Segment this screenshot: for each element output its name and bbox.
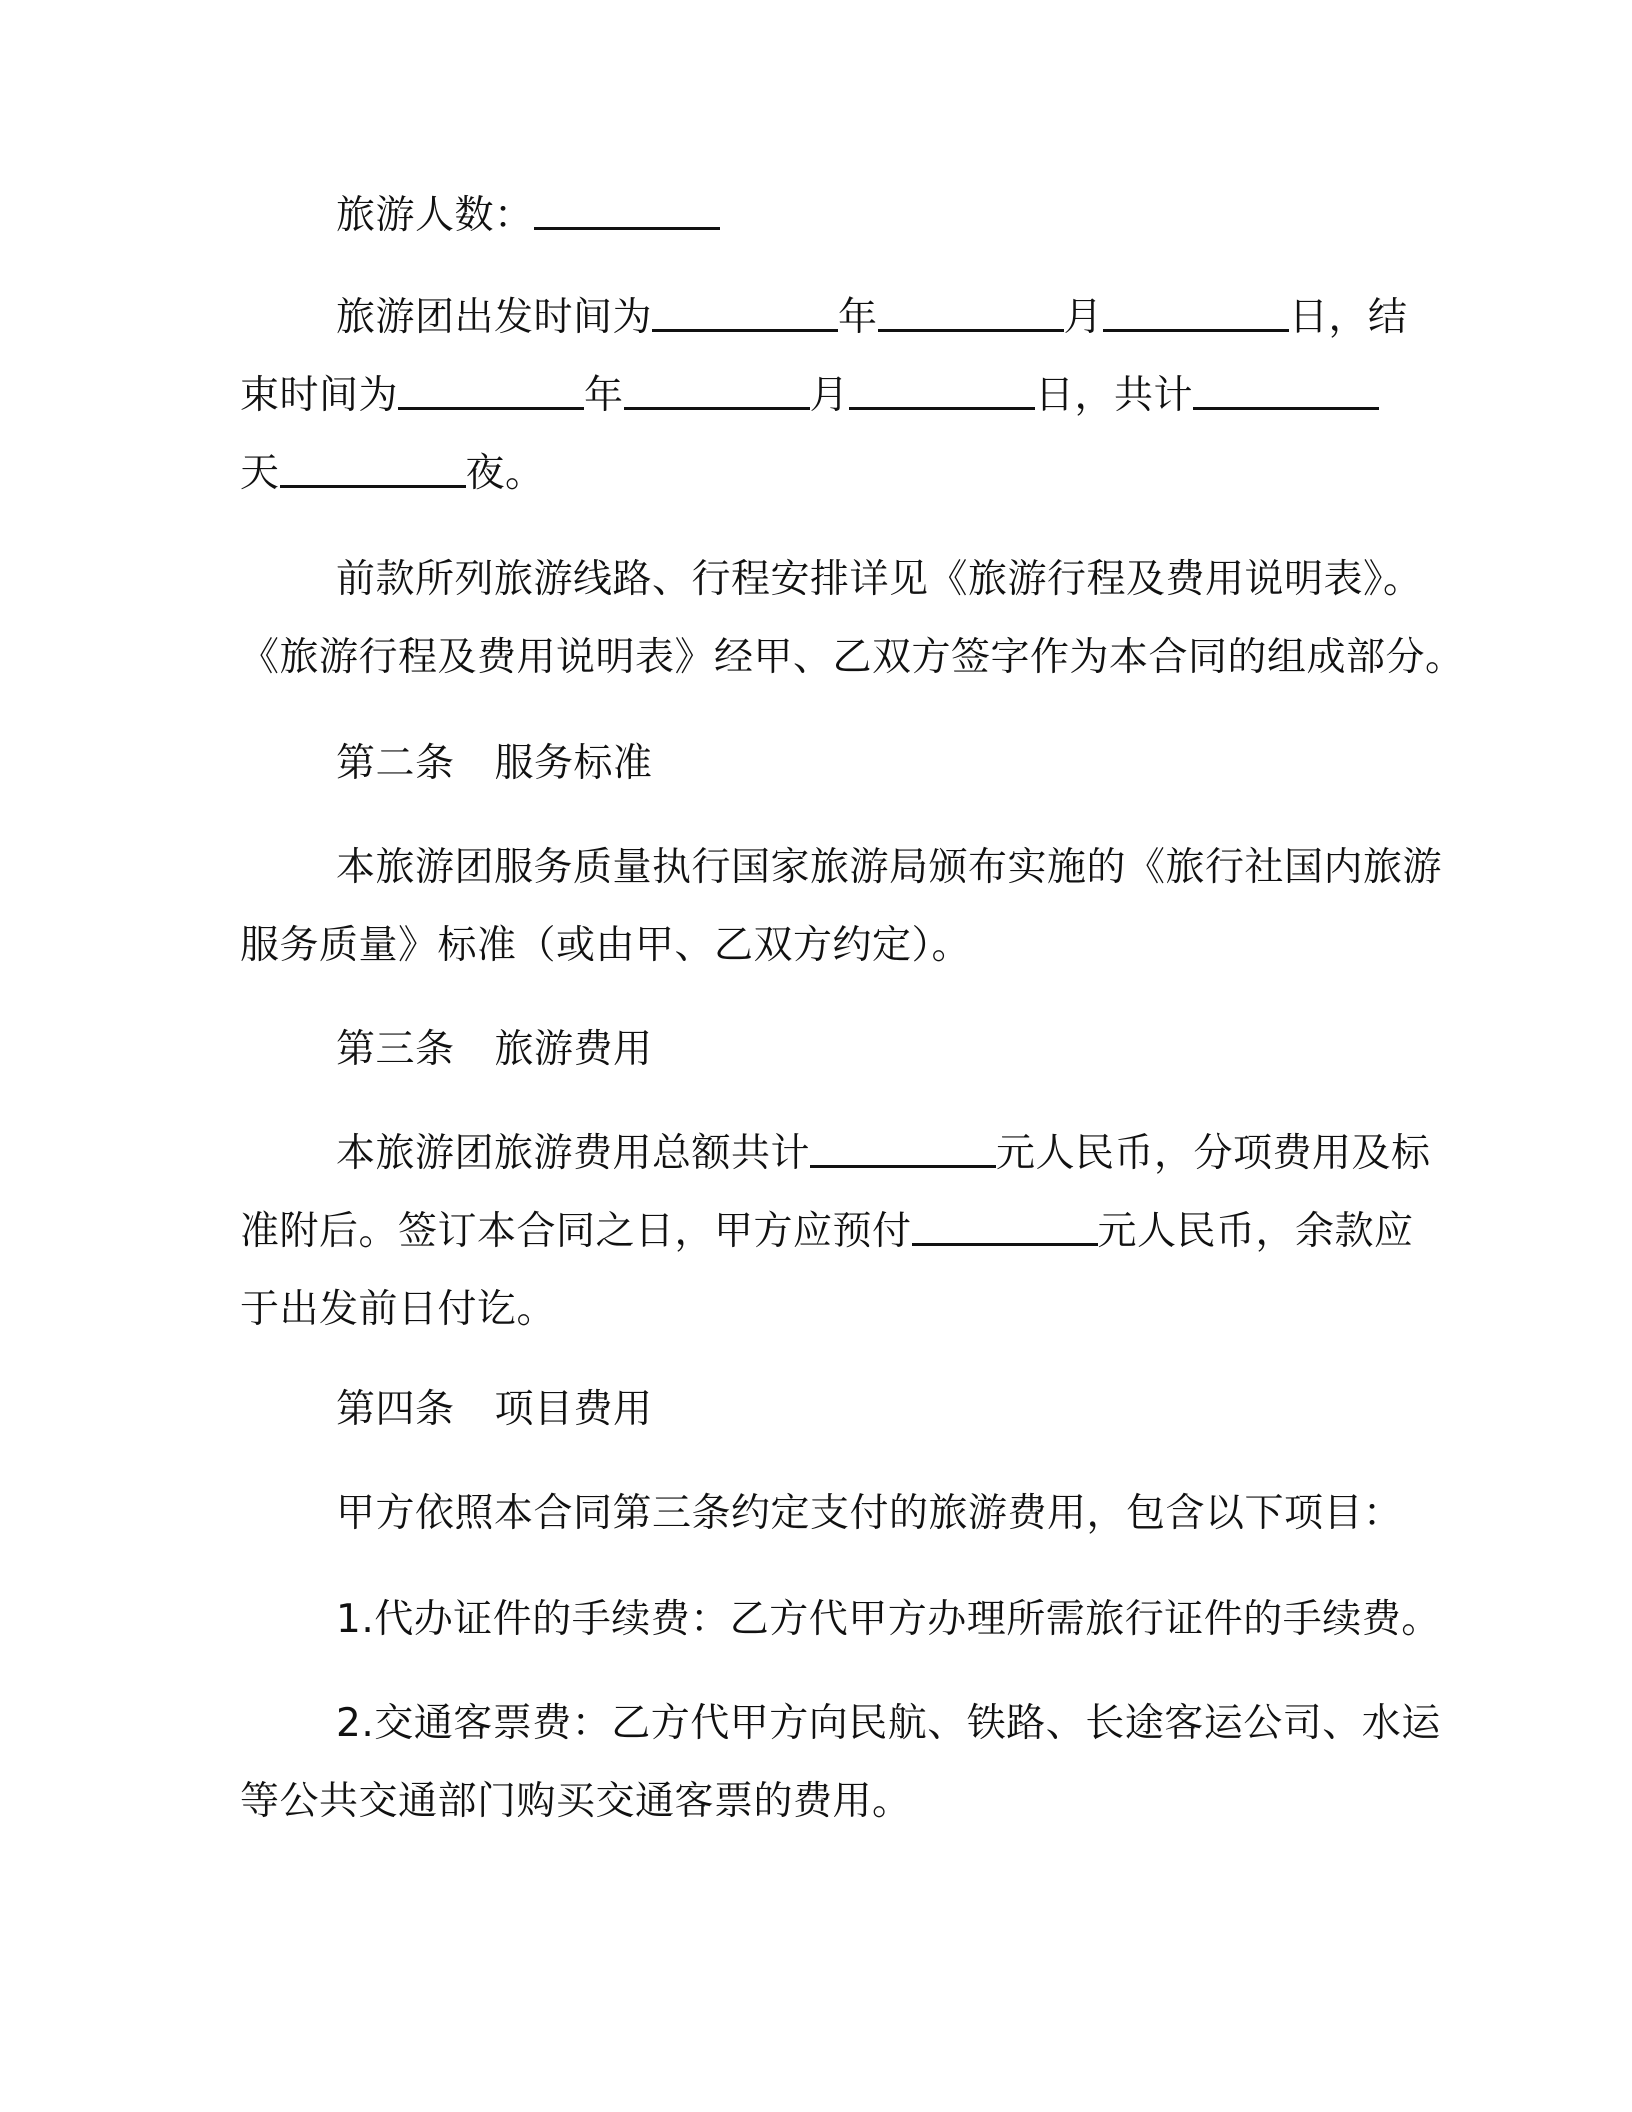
days-label: 天 bbox=[240, 451, 280, 496]
schedule-line-2 bbox=[240, 372, 1390, 420]
article-3-number: 第三条 bbox=[336, 1027, 455, 1072]
start-year-blank[interactable] bbox=[652, 295, 838, 332]
end-day-blank[interactable] bbox=[849, 373, 1035, 410]
tourist-count-label: 旅游人数： bbox=[336, 193, 534, 238]
article-2-number: 第二条 bbox=[336, 741, 455, 786]
month-label: 月 bbox=[809, 373, 850, 418]
article-4-intro: 甲方依照本合同第三条约定支付的旅游费用，包含以下项目： bbox=[336, 1491, 1403, 1536]
start-time-label: 旅游团出发时间为 bbox=[336, 295, 653, 340]
prepay-label: 准附后。签订本合同之日，甲方应预付 bbox=[240, 1209, 912, 1254]
year-label: 年 bbox=[838, 295, 878, 340]
article-2-title: 服务标准 bbox=[494, 741, 653, 786]
month-label: 月 bbox=[1063, 295, 1104, 340]
total-fee-suffix: 元人民币，分项费用及标 bbox=[996, 1131, 1431, 1176]
article-2-line-2: 服务质量》标准（或由甲、乙双方约定）。 bbox=[240, 923, 972, 968]
article-3-line-2 bbox=[240, 1208, 1414, 1256]
day-label: 日，结 bbox=[1289, 295, 1408, 340]
end-month-blank[interactable] bbox=[624, 373, 810, 410]
total-fee-label: 本旅游团旅游费用总额共计 bbox=[336, 1131, 811, 1176]
article-4-item-1: 1.代办证件的手续费：乙方代甲方办理所需旅行证件的手续费。 bbox=[336, 1597, 1441, 1642]
article-4-number: 第四条 bbox=[336, 1387, 455, 1432]
prepay-suffix: 元人民币，余款应 bbox=[1097, 1209, 1414, 1254]
prepay-blank[interactable] bbox=[912, 1209, 1098, 1246]
itinerary-line-1: 前款所列旅游线路、行程安排详见《旅游行程及费用说明表》。 bbox=[336, 557, 1423, 602]
article-4-item-2-line-1: 2.交通客票费：乙方代甲方向民航、铁路、长途客运公司、水运 bbox=[336, 1701, 1441, 1746]
total-fee-blank[interactable] bbox=[810, 1131, 996, 1168]
start-month-blank[interactable] bbox=[878, 295, 1064, 332]
article-3-line-1 bbox=[336, 1130, 1486, 1178]
nights-blank[interactable] bbox=[280, 451, 466, 488]
article-3-heading bbox=[336, 1026, 1486, 1074]
schedule-line-1 bbox=[336, 294, 1486, 342]
year-label: 年 bbox=[584, 373, 624, 418]
itinerary-line-2: 《旅游行程及费用说明表》经甲、乙双方签字作为本合同的组成部分。 bbox=[240, 635, 1465, 680]
article-4-item-2-line-2: 等公共交通部门购买交通客票的费用。 bbox=[240, 1779, 912, 1824]
article-3-line-3: 于出发前日付讫。 bbox=[240, 1287, 557, 1332]
article-2-line-1: 本旅游团服务质量执行国家旅游局颁布实施的《旅行社国内旅游 bbox=[336, 845, 1443, 890]
schedule-line-3 bbox=[240, 450, 1390, 498]
total-label: 日，共计 bbox=[1035, 373, 1194, 418]
article-4-title: 项目费用 bbox=[494, 1387, 653, 1432]
end-year-blank[interactable] bbox=[398, 373, 584, 410]
end-time-label: 束时间为 bbox=[240, 373, 399, 418]
total-days-blank[interactable] bbox=[1193, 373, 1379, 410]
nights-label: 夜。 bbox=[465, 451, 545, 496]
tourist-count-blank[interactable] bbox=[534, 193, 720, 230]
start-day-blank[interactable] bbox=[1103, 295, 1289, 332]
article-4-heading bbox=[336, 1386, 1486, 1434]
article-2-heading bbox=[336, 740, 1486, 788]
tourist-count-line bbox=[336, 192, 1486, 240]
article-3-title: 旅游费用 bbox=[494, 1027, 653, 1072]
